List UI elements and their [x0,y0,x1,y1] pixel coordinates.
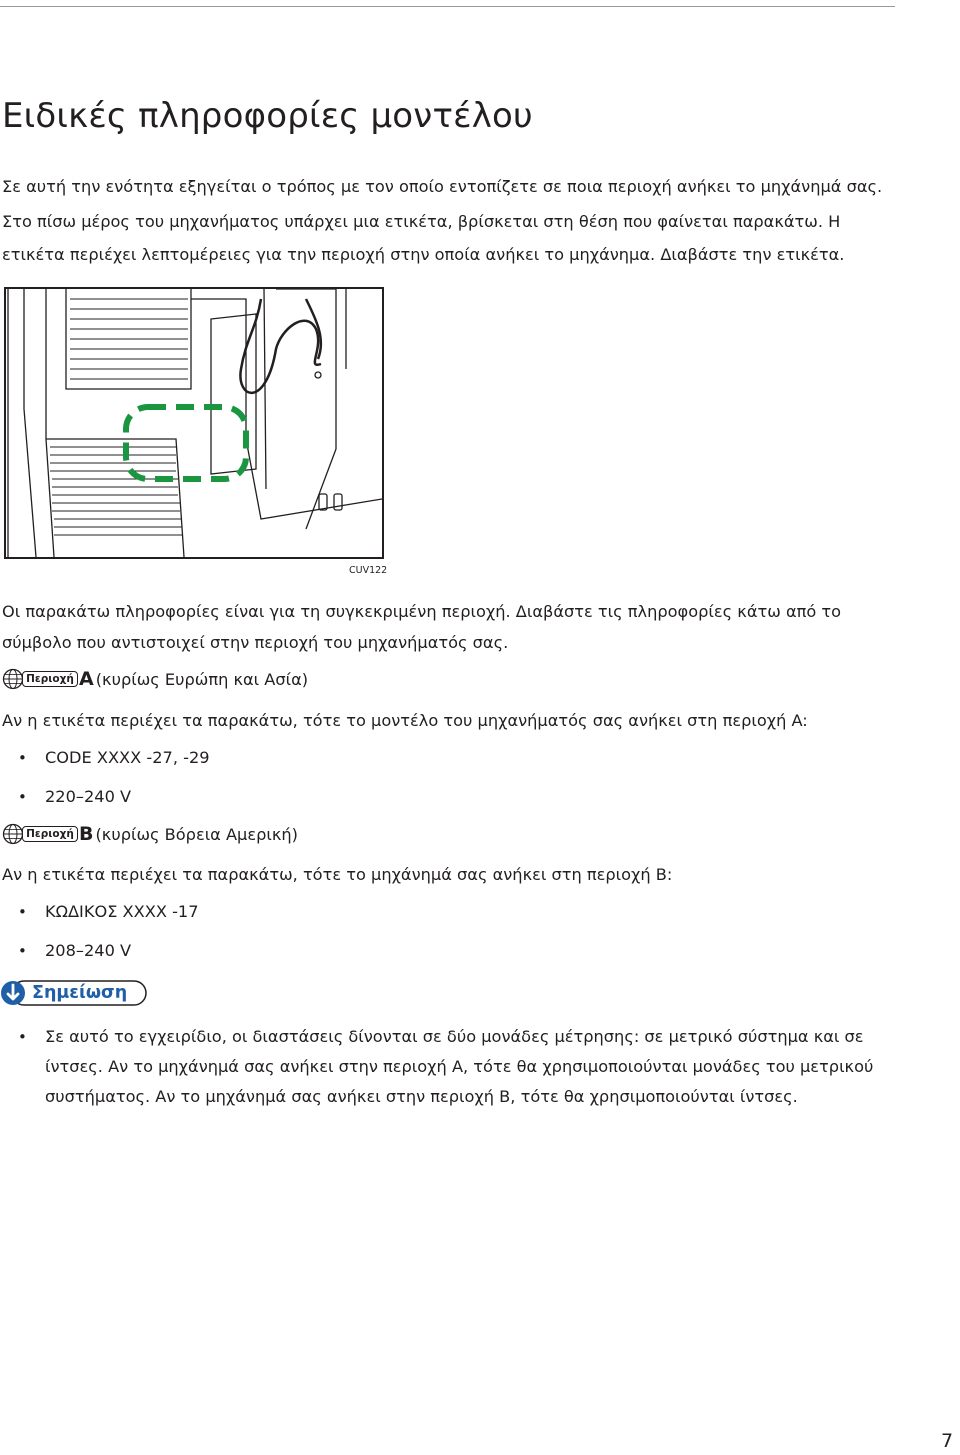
machine-rear-illustration [4,287,384,559]
region-b-badge [2,825,95,844]
intro-paragraph: Σε αυτή την ενότητα εξηγείται ο τρόπος με τον οποίο εντοπίζετε σε ποια περιοχή ανήκει το μηχάνημά σας. [2,177,883,196]
note-heading [0,979,148,1007]
globe-icon [2,823,24,845]
instructions-line-1: Οι παρακάτω πληροφορίες είναι για τη συγκεκριμένη περιοχή. Διαβάστε τις πληροφορίες κάτω από το [2,602,842,621]
instructions-line-2: σύμβολο που αντιστοιχεί στην περιοχή του μηχανήματός σας. [2,633,509,652]
list-item: • 220–240 V [18,782,210,821]
down-arrow-icon [1,981,25,1005]
region-b-badge-label: Περιοχή [22,826,78,842]
header-rule [0,6,895,7]
region-a-list [18,743,210,821]
region-b-letter: B [79,823,94,845]
region-b-list [18,897,199,975]
list-item: • ΚΩΔΙΚΟΣ XXXX -17 [18,897,199,936]
region-b-description: Αν η ετικέτα περιέχει τα παρακάτω, τότε το μηχάνημά σας ανήκει στη περιοχή B: [2,865,673,884]
region-a-description: Αν η ετικέτα περιέχει τα παρακάτω, τότε το μοντέλο του μηχανήματός σας ανήκει στη περιοχή A: [2,711,808,730]
page-number: 7 [941,1430,954,1452]
list-item: • 208–240 V [18,936,199,975]
region-a-letter: A [79,668,94,690]
list-item: • CODE XXXX -27, -29 [18,743,210,782]
globe-icon [2,668,24,690]
label-location-line-1: Στο πίσω μέρος του μηχανήματος υπάρχει μια ετικέτα, βρίσκεται στη θέση που φαίνεται παρακάτω. Η [2,212,841,231]
note-label: Σημείωση [32,983,128,1003]
region-a-caption: (κυρίως Ευρώπη και Ασία) [95,669,309,689]
region-a-heading [2,667,308,691]
region-b-caption: (κυρίως Βόρεια Αμερική) [95,824,298,844]
region-a-badge-label: Περιοχή [22,671,78,687]
region-a-badge [2,670,96,689]
label-location-highlight [126,407,246,479]
region-b-heading [2,822,298,846]
label-location-line-2: ετικέτα περιέχει λεπτομέρειες για την περιοχή στην οποία ανήκει το μηχάνημα. Διαβάστε την ετικέτα. [2,245,845,264]
page-title: Ειδικές πληροφορίες μοντέλου [2,96,533,136]
figure-code: CUV122 [349,565,388,576]
list-item: • Σε αυτό το εγχειρίδιο, οι διαστάσεις δίνονται σε δύο μονάδες μέτρησης: σε μετρικό σύστημα και σε ίντσες. Αν το μηχάνημά σας ανήκει στην περιοχή A, τότε θα χρησιμοποιούνται μονάδες του μετρικού συστήματος. Αν το μηχάνημά σας ανήκει στην περιοχή B, τότε θα χρησιμοποιούνται ίντσες. [18,1022,898,1112]
note-list [18,1022,898,1112]
machine-rear-drawing [6,289,382,557]
